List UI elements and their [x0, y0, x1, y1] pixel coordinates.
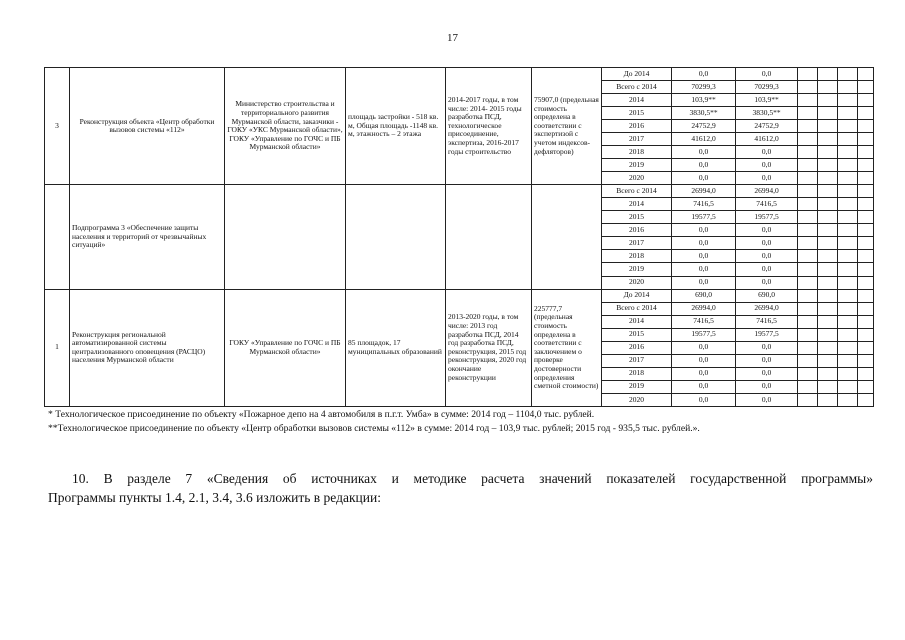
empty-cell	[798, 94, 818, 107]
empty-cell	[798, 250, 818, 263]
empty-cell	[838, 146, 858, 159]
empty-cell	[858, 367, 874, 380]
value-total: 0,0	[672, 237, 736, 250]
page-number: 17	[447, 32, 458, 44]
empty-cell	[818, 81, 838, 94]
empty-cell	[798, 393, 818, 406]
empty-cell	[818, 94, 838, 107]
period	[446, 185, 532, 289]
empty-cell	[858, 393, 874, 406]
value-total: 690,0	[672, 289, 736, 302]
empty-cell	[838, 276, 858, 289]
empty-cell	[858, 276, 874, 289]
value-regional: 0,0	[736, 354, 798, 367]
empty-cell	[858, 224, 874, 237]
executor	[225, 185, 346, 289]
value-total: 0,0	[672, 393, 736, 406]
empty-cell	[838, 107, 858, 120]
empty-cell	[838, 159, 858, 172]
cost: 225777,7 (предельная стоимость определена в соответствии с заключением о проверке достоверности определения сметной стоимости)	[532, 289, 602, 406]
year-label: 2015	[602, 328, 672, 341]
value-total: 26994,0	[672, 185, 736, 198]
empty-cell	[838, 237, 858, 250]
empty-cell	[798, 224, 818, 237]
empty-cell	[818, 276, 838, 289]
empty-cell	[818, 328, 838, 341]
value-total: 0,0	[672, 172, 736, 185]
empty-cell	[838, 354, 858, 367]
value-total: 0,0	[672, 68, 736, 81]
empty-cell	[798, 68, 818, 81]
empty-cell	[858, 289, 874, 302]
year-label: 2019	[602, 263, 672, 276]
empty-cell	[798, 146, 818, 159]
empty-cell	[858, 315, 874, 328]
empty-cell	[838, 341, 858, 354]
value-total: 0,0	[672, 146, 736, 159]
value-total: 0,0	[672, 263, 736, 276]
empty-cell	[798, 185, 818, 198]
year-label: 2014	[602, 315, 672, 328]
empty-cell	[798, 133, 818, 146]
value-regional: 26994,0	[736, 185, 798, 198]
empty-cell	[818, 315, 838, 328]
empty-cell	[858, 185, 874, 198]
empty-cell	[858, 250, 874, 263]
year-label: 2020	[602, 172, 672, 185]
footnote-2: **Технологическое присоединение по объекту «Центр обработки вызовов системы «112» в сумме: 2014 год – 103,9 тыс. рублей; 2015 год - 935,5 тыс. рублей.».	[48, 423, 700, 434]
empty-cell	[838, 367, 858, 380]
value-total: 19577,5	[672, 211, 736, 224]
empty-cell	[838, 289, 858, 302]
year-label: Всего с 2014	[602, 81, 672, 94]
value-total: 0,0	[672, 354, 736, 367]
empty-cell	[838, 133, 858, 146]
empty-cell	[798, 289, 818, 302]
empty-cell	[818, 159, 838, 172]
empty-cell	[818, 185, 838, 198]
value-regional: 0,0	[736, 276, 798, 289]
empty-cell	[838, 302, 858, 315]
empty-cell	[818, 146, 838, 159]
empty-cell	[818, 224, 838, 237]
capacity: 85 площадок, 17 муниципальных образований	[346, 289, 446, 406]
empty-cell	[838, 315, 858, 328]
empty-cell	[858, 107, 874, 120]
value-total: 3830,5**	[672, 107, 736, 120]
empty-cell	[798, 107, 818, 120]
value-regional: 19577,5	[736, 328, 798, 341]
period: 2013-2020 годы, в том числе: 2013 год разработка ПСД, 2014 год разработка ПСД, реконструкция, 2015 год реконструкция, 2020 год окончание реконструкции	[446, 289, 532, 406]
investment-projects-table	[44, 67, 874, 407]
value-regional: 0,0	[736, 224, 798, 237]
row-number: 1	[45, 289, 70, 406]
empty-cell	[838, 185, 858, 198]
empty-cell	[858, 341, 874, 354]
year-label: 2014	[602, 94, 672, 107]
period: 2014-2017 годы, в том числе: 2014- 2015 годы разработка ПСД, технологическое присоединение, экспертиза, 2016-2017 годы строительство	[446, 68, 532, 185]
empty-cell	[838, 211, 858, 224]
executor: Министерство строительства и территориального развития Мурманской области, заказчики - ГОКУ «УКС Мурманской области», ГОКУ «Управление по ГОЧС и ПБ Мурманской области»	[225, 68, 346, 185]
empty-cell	[798, 211, 818, 224]
year-label: До 2014	[602, 289, 672, 302]
value-total: 0,0	[672, 367, 736, 380]
empty-cell	[838, 94, 858, 107]
empty-cell	[838, 380, 858, 393]
empty-cell	[858, 159, 874, 172]
year-label: 2017	[602, 133, 672, 146]
year-label: Всего с 2014	[602, 302, 672, 315]
object-name: Подпрограмма 3 «Обеспечение защиты населения и территорий от чрезвычайных ситуаций»	[70, 185, 225, 289]
empty-cell	[798, 380, 818, 393]
empty-cell	[818, 107, 838, 120]
table-row	[45, 68, 874, 81]
empty-cell	[838, 120, 858, 133]
empty-cell	[818, 172, 838, 185]
value-total: 0,0	[672, 250, 736, 263]
value-total: 26994,0	[672, 302, 736, 315]
year-label: 2015	[602, 211, 672, 224]
year-label: Всего с 2014	[602, 185, 672, 198]
empty-cell	[858, 81, 874, 94]
year-label: 2016	[602, 341, 672, 354]
value-total: 24752,9	[672, 120, 736, 133]
value-total: 19577,5	[672, 328, 736, 341]
paragraph-line-1: 10. В разделе 7 «Сведения об источниках и методике расчета значений показателей государственной программы»	[72, 471, 873, 486]
empty-cell	[858, 198, 874, 211]
value-regional: 0,0	[736, 237, 798, 250]
value-regional: 7416,5	[736, 198, 798, 211]
object-name: Реконструкция объекта «Центр обработки вызовов системы «112»	[70, 68, 225, 185]
year-label: 2017	[602, 354, 672, 367]
empty-cell	[858, 237, 874, 250]
year-label: 2018	[602, 367, 672, 380]
empty-cell	[818, 198, 838, 211]
value-regional: 0,0	[736, 367, 798, 380]
year-label: 2016	[602, 120, 672, 133]
value-regional: 0,0	[736, 159, 798, 172]
value-total: 0,0	[672, 341, 736, 354]
empty-cell	[818, 393, 838, 406]
value-regional: 103,9**	[736, 94, 798, 107]
value-regional: 70299,3	[736, 81, 798, 94]
empty-cell	[818, 211, 838, 224]
cost: 75907,0 (предельная стоимость определена в соответствии с экспертизой с учетом индексов-дефляторов)	[532, 68, 602, 185]
empty-cell	[858, 68, 874, 81]
value-total: 0,0	[672, 380, 736, 393]
empty-cell	[798, 354, 818, 367]
year-label: До 2014	[602, 68, 672, 81]
empty-cell	[838, 172, 858, 185]
empty-cell	[838, 263, 858, 276]
year-label: 2017	[602, 237, 672, 250]
value-regional: 0,0	[736, 68, 798, 81]
year-label: 2018	[602, 146, 672, 159]
row-number	[45, 185, 70, 289]
empty-cell	[838, 328, 858, 341]
empty-cell	[818, 341, 838, 354]
empty-cell	[818, 302, 838, 315]
empty-cell	[798, 237, 818, 250]
empty-cell	[798, 263, 818, 276]
value-total: 0,0	[672, 159, 736, 172]
footnote-1: * Технологическое присоединение по объекту «Пожарное депо на 4 автомобиля в п.г.т. Умба» в сумме: 2014 год – 1104,0 тыс. рублей.	[48, 409, 595, 420]
empty-cell	[818, 380, 838, 393]
value-regional: 3830,5**	[736, 107, 798, 120]
value-regional: 690,0	[736, 289, 798, 302]
value-regional: 26994,0	[736, 302, 798, 315]
value-regional: 19577,5	[736, 211, 798, 224]
empty-cell	[818, 263, 838, 276]
executor: ГОКУ «Управление по ГОЧС и ПБ Мурманской области»	[225, 289, 346, 406]
empty-cell	[858, 380, 874, 393]
value-total: 41612,0	[672, 133, 736, 146]
value-regional: 0,0	[736, 380, 798, 393]
empty-cell	[838, 224, 858, 237]
empty-cell	[858, 328, 874, 341]
year-label: 2014	[602, 198, 672, 211]
value-regional: 0,0	[736, 172, 798, 185]
empty-cell	[838, 198, 858, 211]
year-label: 2016	[602, 224, 672, 237]
empty-cell	[818, 289, 838, 302]
year-label: 2019	[602, 159, 672, 172]
footnotes	[48, 408, 700, 436]
empty-cell	[858, 172, 874, 185]
empty-cell	[798, 328, 818, 341]
empty-cell	[838, 393, 858, 406]
empty-cell	[858, 146, 874, 159]
empty-cell	[798, 302, 818, 315]
year-label: 2019	[602, 380, 672, 393]
section-paragraph	[48, 469, 873, 507]
empty-cell	[838, 250, 858, 263]
table-row	[45, 289, 874, 302]
empty-cell	[858, 354, 874, 367]
row-number: 3	[45, 68, 70, 185]
empty-cell	[818, 68, 838, 81]
object-name: Реконструкция региональной автоматизированной системы централизованного оповещения (РАСЦО) населения Мурманской области	[70, 289, 225, 406]
empty-cell	[818, 133, 838, 146]
empty-cell	[818, 250, 838, 263]
value-total: 7416,5	[672, 198, 736, 211]
empty-cell	[838, 68, 858, 81]
empty-cell	[798, 341, 818, 354]
value-regional: 0,0	[736, 393, 798, 406]
value-regional: 7416,5	[736, 315, 798, 328]
year-label: 2015	[602, 107, 672, 120]
empty-cell	[818, 120, 838, 133]
value-regional: 24752,9	[736, 120, 798, 133]
empty-cell	[858, 133, 874, 146]
value-total: 0,0	[672, 224, 736, 237]
value-regional: 0,0	[736, 146, 798, 159]
empty-cell	[858, 302, 874, 315]
paragraph-line-2: Программы пункты 1.4, 2.1, 3.4, 3.6 изложить в редакции:	[48, 490, 381, 505]
value-total: 0,0	[672, 276, 736, 289]
table-row	[45, 185, 874, 198]
empty-cell	[858, 94, 874, 107]
empty-cell	[838, 81, 858, 94]
empty-cell	[818, 237, 838, 250]
value-regional: 0,0	[736, 250, 798, 263]
empty-cell	[798, 276, 818, 289]
empty-cell	[798, 315, 818, 328]
empty-cell	[858, 120, 874, 133]
capacity	[346, 185, 446, 289]
year-label: 2020	[602, 393, 672, 406]
empty-cell	[818, 354, 838, 367]
empty-cell	[798, 159, 818, 172]
value-total: 70299,3	[672, 81, 736, 94]
empty-cell	[858, 263, 874, 276]
value-regional: 41612,0	[736, 133, 798, 146]
value-total: 103,9**	[672, 94, 736, 107]
empty-cell	[798, 172, 818, 185]
empty-cell	[818, 367, 838, 380]
value-regional: 0,0	[736, 263, 798, 276]
value-total: 7416,5	[672, 315, 736, 328]
value-regional: 0,0	[736, 341, 798, 354]
empty-cell	[858, 211, 874, 224]
year-label: 2020	[602, 276, 672, 289]
capacity: площадь застройки - 518 кв. м, Общая площадь -1148 кв. м, этажность – 2 этажа	[346, 68, 446, 185]
empty-cell	[798, 81, 818, 94]
year-label: 2018	[602, 250, 672, 263]
cost	[532, 185, 602, 289]
empty-cell	[798, 367, 818, 380]
empty-cell	[798, 198, 818, 211]
empty-cell	[798, 120, 818, 133]
